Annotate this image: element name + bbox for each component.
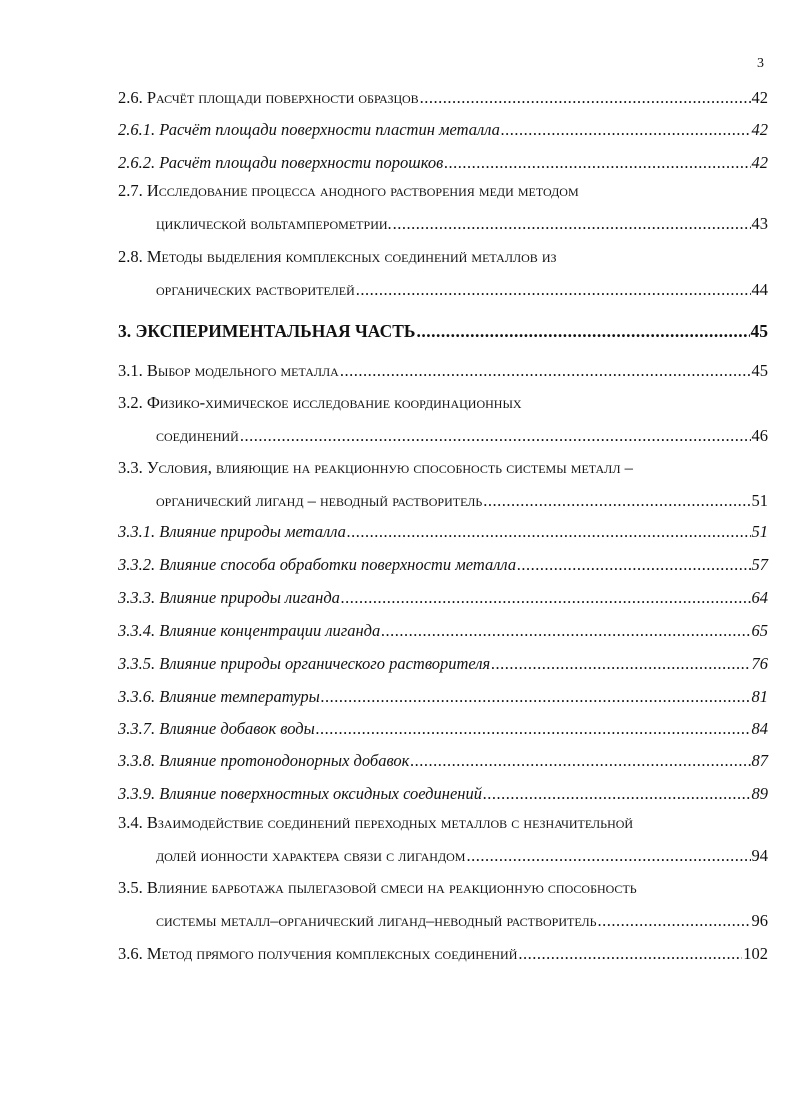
toc-page: 94	[751, 846, 768, 865]
toc-num: 2.6.2.	[118, 153, 156, 172]
toc-title: Выбор модельного металла	[146, 361, 339, 380]
toc-num: 2.7.	[118, 181, 143, 200]
toc-page: 87	[751, 751, 768, 770]
dot-leader	[466, 846, 750, 866]
toc-entry-3-3-line2[interactable]	[118, 487, 768, 511]
toc-entry-3-3-line1[interactable]	[118, 458, 768, 478]
toc-title: Влияние поверхностных оксидных соединений	[159, 784, 482, 803]
dot-leader	[420, 88, 751, 108]
toc-title: Исследование процесса анодного растворения меди методом	[146, 181, 579, 200]
toc-title: Расчёт площади поверхности образцов	[146, 88, 419, 107]
toc-entry-3-3-2[interactable]	[118, 551, 768, 575]
toc-page: 51	[751, 491, 768, 510]
toc-title: соединений	[156, 426, 239, 445]
toc-title: Расчёт площади поверхности порошков	[159, 153, 444, 172]
toc-entry-2-6[interactable]	[118, 84, 768, 108]
toc-page: 46	[751, 426, 768, 445]
toc-page: 45	[751, 361, 768, 380]
toc-num: 3.3.4.	[118, 621, 156, 640]
toc-entry-2-7-line2[interactable]	[118, 210, 768, 234]
toc-page: 42	[751, 120, 768, 139]
toc-entry-3-4-line2[interactable]	[118, 842, 768, 866]
toc-entry-3-3-9[interactable]	[118, 780, 768, 804]
toc-num: 3.3.1.	[118, 522, 156, 541]
toc-entry-2-7-line1[interactable]	[118, 181, 768, 201]
toc-title: Влияние природы органического растворителя	[159, 654, 491, 673]
toc-num: 3.4.	[118, 813, 143, 832]
dot-leader	[321, 687, 751, 707]
toc-page: 44	[751, 280, 768, 299]
toc-num: 3.3.6.	[118, 687, 156, 706]
toc-title: циклической вольтамперометрии.	[156, 214, 392, 233]
toc-page: 57	[751, 555, 768, 574]
toc-entry-3-5-line1[interactable]	[118, 878, 768, 898]
toc-page: 43	[751, 214, 768, 233]
toc-title: системы металл–органический лиганд–неводный растворитель	[156, 911, 597, 930]
toc-title: Влияние способа обработки поверхности металла	[159, 555, 517, 574]
toc-page: 84	[751, 719, 768, 738]
toc-page: 51	[751, 522, 768, 541]
toc-title: Влияние природы лиганда	[159, 588, 340, 607]
toc-page: 96	[751, 911, 768, 930]
dot-leader	[501, 120, 751, 140]
toc-page: 76	[751, 654, 768, 673]
toc-num: 3.5.	[118, 878, 143, 897]
toc-page: 89	[751, 784, 768, 803]
toc-num: 3.2.	[118, 393, 143, 412]
toc-title: Влияние температуры	[159, 687, 320, 706]
toc-title: Метод прямого получения комплексных соединений	[146, 944, 518, 963]
toc-num: 2.6.	[118, 88, 143, 107]
toc-title: Взаимодействие соединений переходных металлов с незначительной	[146, 813, 634, 832]
dot-leader	[518, 944, 742, 964]
toc-page: 45	[750, 321, 768, 341]
toc-entry-3-3-5[interactable]	[118, 650, 768, 674]
dot-leader	[491, 654, 750, 674]
dot-leader	[381, 621, 750, 641]
toc-entry-3-1[interactable]	[118, 357, 768, 381]
toc-entry-3[interactable]	[118, 317, 768, 341]
toc-num: 3.3.3.	[118, 588, 156, 607]
dot-leader	[347, 522, 751, 542]
toc-num: 3.3.7.	[118, 719, 156, 738]
dot-leader	[316, 719, 751, 739]
toc-entry-3-3-4[interactable]	[118, 617, 768, 641]
toc-title: Влияние природы металла	[159, 522, 346, 541]
toc-page: 102	[743, 944, 768, 963]
toc-num: 3.3.8.	[118, 751, 156, 770]
toc-page: 64	[751, 588, 768, 607]
toc-title: ЭКСПЕРИМЕНТАЛЬНАЯ ЧАСТЬ	[135, 321, 416, 341]
toc-title: органический лиганд – неводный растворитель	[156, 491, 483, 510]
dot-leader	[341, 588, 751, 608]
toc-page: 65	[751, 621, 768, 640]
toc-title: Влияние барботажа пылегазовой смеси на реакционную способность	[146, 878, 637, 897]
toc-entry-3-3-3[interactable]	[118, 584, 768, 608]
toc-title: Условия, влияющие на реакционную способность системы металл –	[146, 458, 633, 477]
toc-num: 3.3.2.	[118, 555, 156, 574]
toc-num: 3.3.5.	[118, 654, 156, 673]
toc-entry-3-2-line1[interactable]	[118, 393, 768, 413]
toc-title: Расчёт площади поверхности пластин металла	[159, 120, 500, 139]
toc-entry-3-5-line2[interactable]	[118, 907, 768, 931]
toc-entry-3-3-7[interactable]	[118, 715, 768, 739]
toc-title: Влияние протонодонорных добавок	[159, 751, 410, 770]
toc-title: Влияние добавок воды	[159, 719, 315, 738]
toc-entry-3-3-6[interactable]	[118, 683, 768, 707]
toc-entry-3-2-line2[interactable]	[118, 422, 768, 446]
toc-title: Влияние концентрации лиганда	[159, 621, 381, 640]
dot-leader	[340, 361, 751, 381]
toc-page: 42	[751, 153, 768, 172]
toc-title: органических растворителей	[156, 280, 355, 299]
toc-num: 3.1.	[118, 361, 143, 380]
toc-title: Физико-химическое исследование координационных	[146, 393, 522, 412]
toc-title: Методы выделения комплексных соединений металлов из	[146, 247, 557, 266]
toc-entry-2-6-1[interactable]	[118, 116, 768, 140]
toc-entry-3-3-1[interactable]	[118, 518, 768, 542]
dot-leader	[416, 321, 749, 341]
dot-leader	[393, 214, 751, 234]
dot-leader	[598, 911, 751, 931]
dot-leader	[483, 491, 750, 511]
toc-num: 2.6.1.	[118, 120, 156, 139]
toc-entry-2-8-line1[interactable]	[118, 247, 768, 267]
toc-page: 42	[751, 88, 768, 107]
dot-leader	[410, 751, 750, 771]
dot-leader	[444, 153, 750, 173]
dot-leader	[483, 784, 751, 804]
dot-leader	[517, 555, 750, 575]
toc-entry-3-6[interactable]	[118, 940, 768, 964]
toc-num: 3.6.	[118, 944, 143, 963]
toc-page: 81	[751, 687, 768, 706]
dot-leader	[356, 280, 751, 300]
toc-num: 2.8.	[118, 247, 143, 266]
toc-entry-3-3-8[interactable]	[118, 747, 768, 771]
toc-num: 3.3.9.	[118, 784, 156, 803]
toc-entry-2-8-line2[interactable]	[118, 276, 768, 300]
toc-title: долей ионности характера связи с лигандом	[156, 846, 466, 865]
toc-num: 3.	[118, 321, 132, 341]
toc-entry-3-4-line1[interactable]	[118, 813, 768, 833]
page-number: 3	[757, 56, 764, 71]
toc-entry-2-6-2[interactable]	[118, 149, 768, 173]
toc-num: 3.3.	[118, 458, 143, 477]
dot-leader	[240, 426, 751, 446]
